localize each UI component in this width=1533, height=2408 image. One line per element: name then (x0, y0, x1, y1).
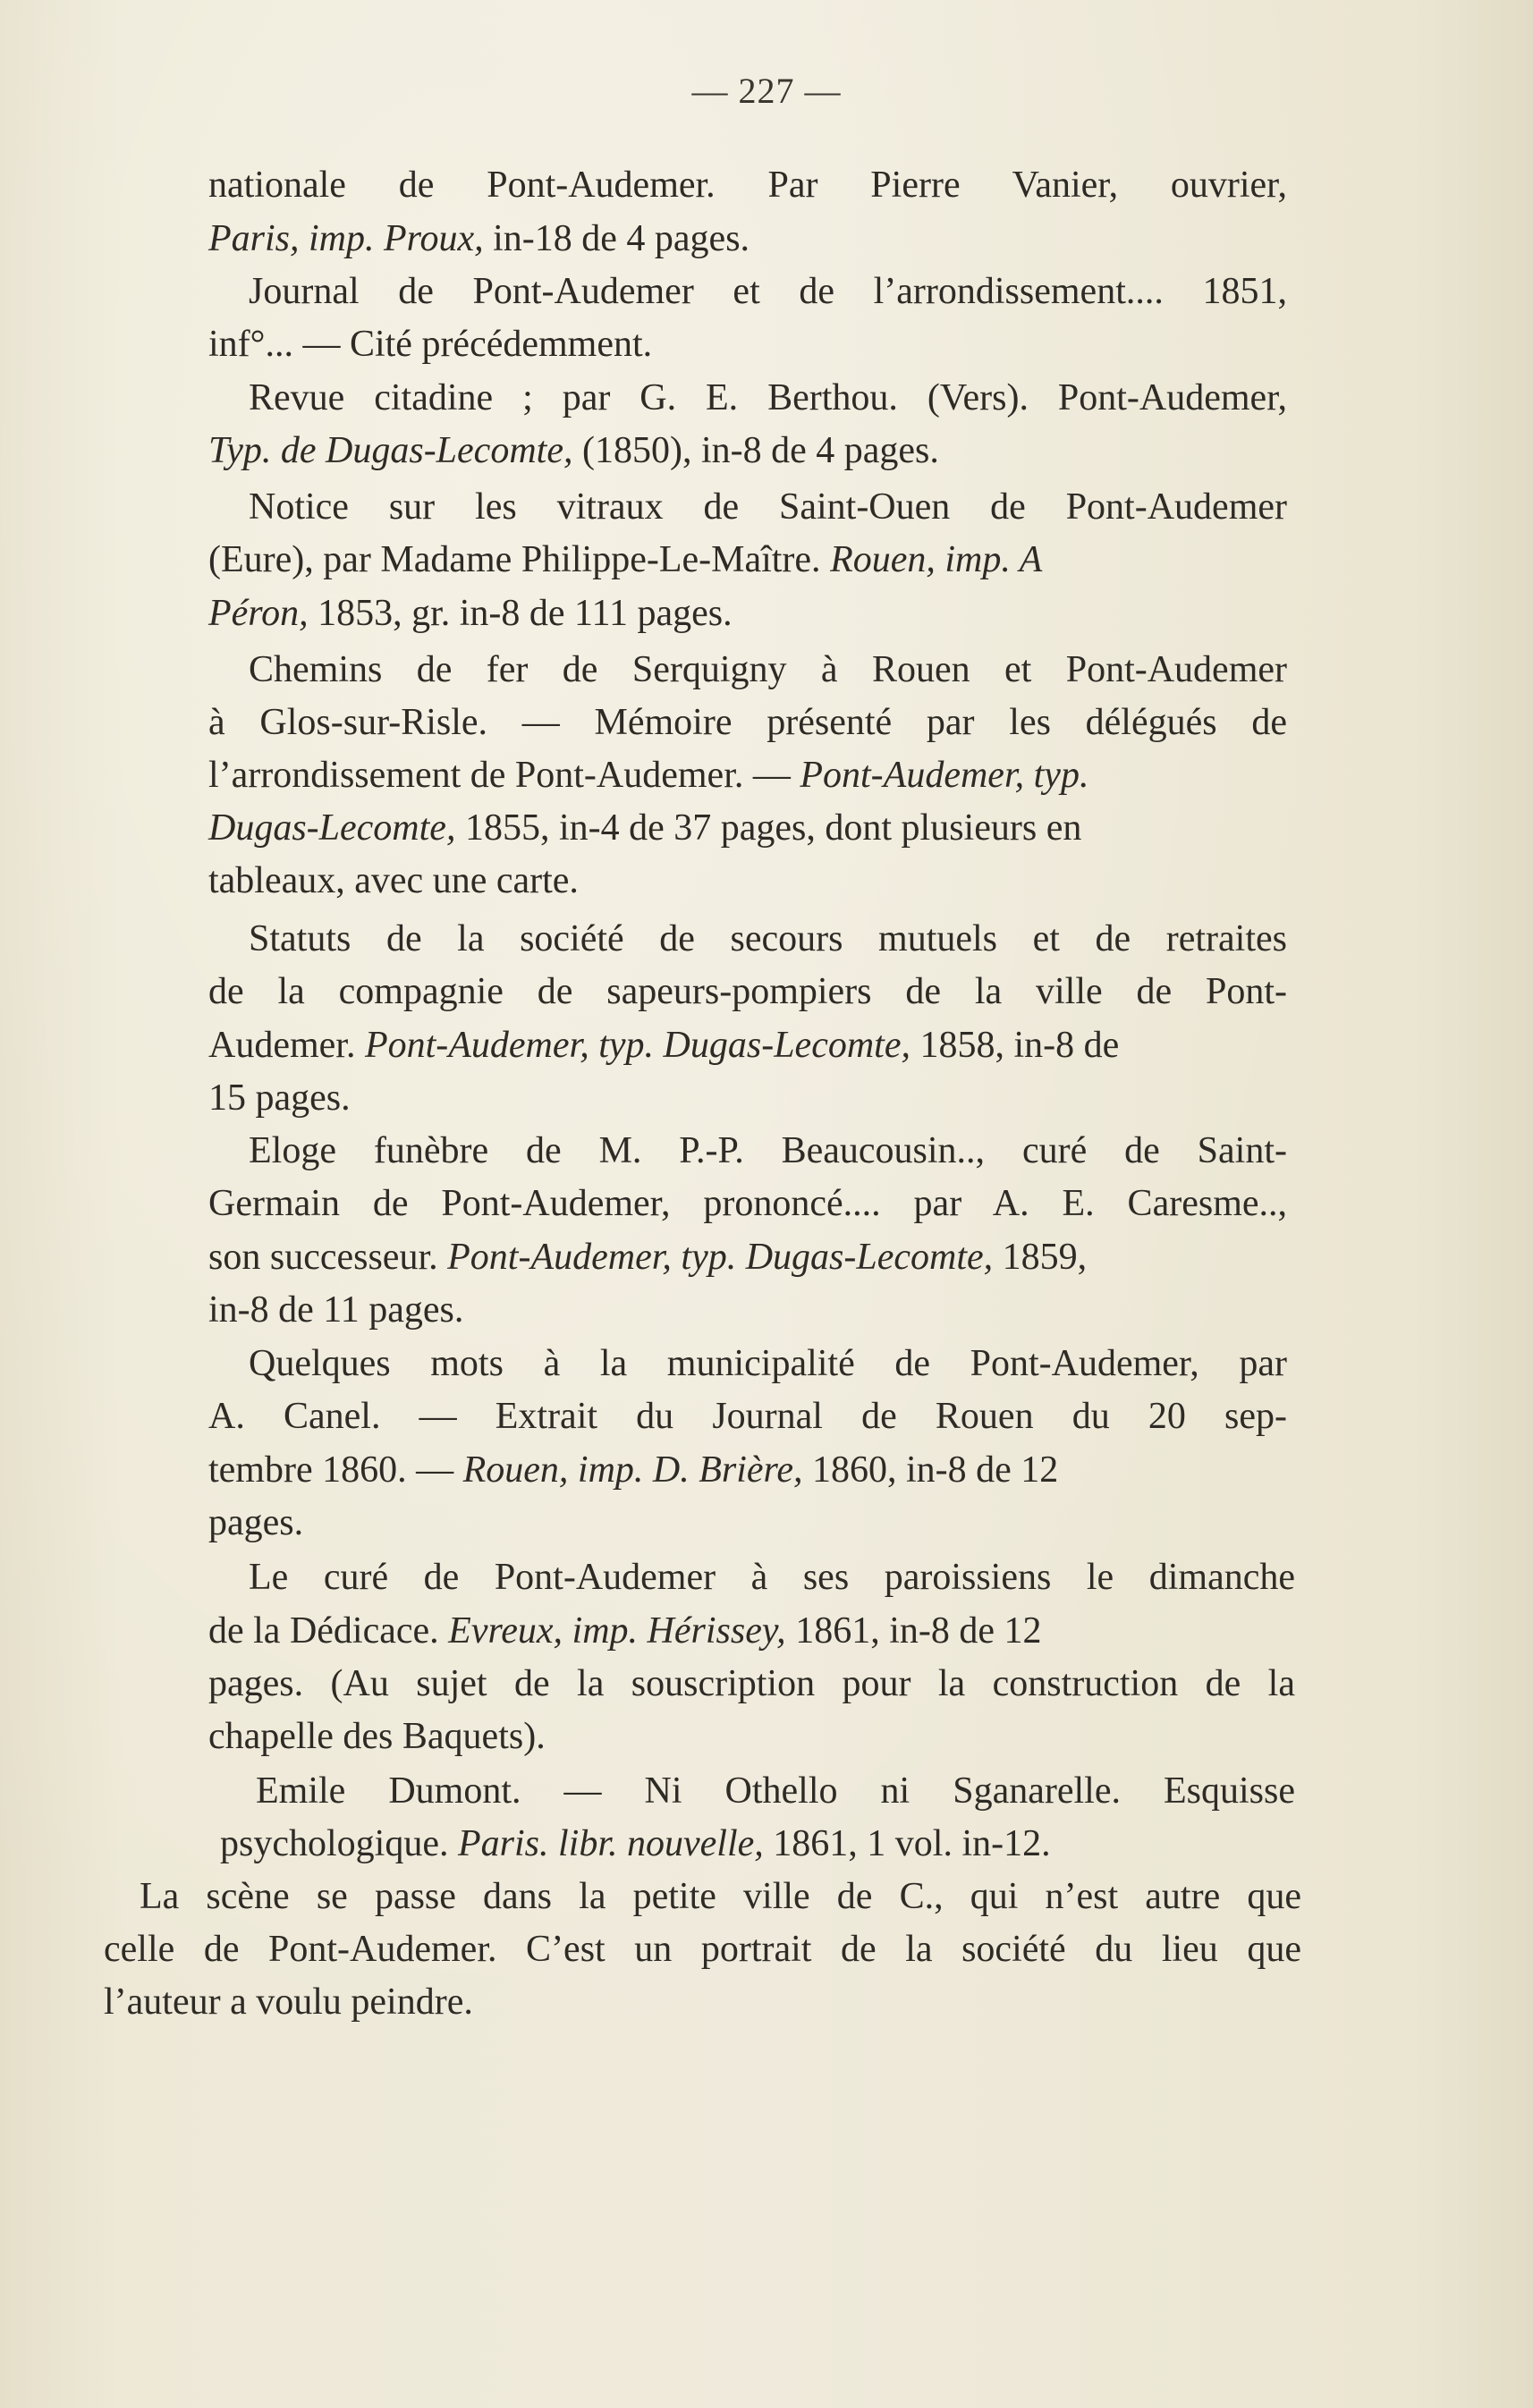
text-line (208, 1612, 1041, 1650)
note-line: La scène se passe dans la petite ville de C., qui n’est autre que (140, 1876, 1301, 1917)
imprint-italic: Paris. libr. nouvelle, (457, 1823, 764, 1864)
text-line: Germain de Pont-Audemer, prononcé.... par A. E. Caresme.., (208, 1183, 1287, 1224)
text-line: 15 pages. (208, 1077, 351, 1119)
text-run: Audemer. (208, 1025, 365, 1066)
text-line (208, 595, 733, 632)
text-line: Statuts de la société de secours mutuels et de retraites (249, 918, 1287, 959)
text-line: pages. (208, 1502, 304, 1543)
text-line: Revue citadine ; par G. E. Berthou. (Vers). Pont-Audemer, (249, 377, 1287, 418)
text-run: 1860, in-8 de 12 (802, 1449, 1059, 1491)
page-number: — 227 — (691, 71, 842, 111)
text-line: chapelle des Baquets). (208, 1716, 546, 1757)
text-run: tembre 1860. — (208, 1449, 463, 1491)
text-line: nationale de Pont-Audemer. Par Pierre Vanier, ouvrier, (208, 165, 1287, 206)
text-line: A. Canel. — Extrait du Journal de Rouen du 20 sep- (208, 1396, 1287, 1437)
text-run: psychologique. (220, 1823, 458, 1864)
imprint-italic: Rouen, imp. D. Brière, (462, 1449, 803, 1491)
text-run: 1853, gr. in-8 de 111 pages. (308, 593, 733, 634)
text-line: tableaux, avec une carte. (208, 860, 579, 901)
text-run: 1859, (993, 1237, 1088, 1278)
text-line (220, 1825, 1051, 1863)
text-line: Notice sur les vitraux de Saint-Ouen de Pont-Audemer (249, 486, 1287, 528)
imprint-italic: Rouen, imp. A (830, 539, 1043, 580)
text-line (208, 1451, 1058, 1489)
text-run: (Eure), par Madame Philippe-Le-Maître. (208, 539, 831, 580)
note-line: l’auteur a voulu peindre. (104, 1981, 473, 2023)
text-line: Quelques mots à la municipalité de Pont-Audemer, par (249, 1343, 1287, 1384)
text-line: à Glos-sur-Risle. — Mémoire présenté par les délégués de (208, 702, 1287, 743)
imprint-italic: Pont-Audemer, typ. Dugas-Lecomte, (447, 1237, 994, 1278)
imprint-italic: Typ. de Dugas-Lecomte, (208, 430, 573, 471)
text-line: inf°... — Cité précédemment. (208, 324, 653, 365)
text-line (208, 756, 1088, 794)
text-run: in-18 de 4 pages. (483, 218, 750, 259)
text-run: l’arrondissement de Pont-Audemer. — (208, 755, 800, 796)
text-line (208, 809, 1081, 847)
text-run: (1850), in-8 de 4 pages. (572, 430, 939, 471)
text-line (208, 1238, 1087, 1276)
text-line: Chemins de fer de Serquigny à Rouen et Pont-Audemer (249, 649, 1287, 690)
text-run: 1855, in-4 de 37 pages, dont plusieurs en (455, 807, 1082, 849)
imprint-italic: Pont-Audemer, typ. Dugas-Lecomte, (364, 1025, 910, 1066)
note-line: celle de Pont-Audemer. C’est un portrait de la société du lieu que (104, 1929, 1301, 1970)
imprint-italic: Pont-Audemer, typ. (800, 755, 1089, 796)
text-run: 1861, 1 vol. in-12. (763, 1823, 1051, 1864)
text-line: de la compagnie de sapeurs-pompiers de la ville de Pont- (208, 971, 1287, 1012)
text-line: Emile Dumont. — Ni Othello ni Sganarelle. Esquisse (256, 1770, 1295, 1812)
text-line: Journal de Pont-Audemer et de l’arrondissement.... 1851, (249, 271, 1287, 312)
text-line (208, 220, 750, 258)
text-line (208, 432, 939, 469)
text-run: 1858, in-8 de (910, 1025, 1120, 1066)
text-line: Le curé de Pont-Audemer à ses paroissiens le dimanche (249, 1557, 1295, 1598)
text-run: son successeur. (208, 1237, 448, 1278)
text-line (208, 1027, 1119, 1064)
text-line (208, 541, 1042, 579)
text-run: 1861, in-8 de 12 (785, 1610, 1042, 1652)
imprint-italic: Dugas-Lecomte, (208, 807, 456, 849)
imprint-italic: Péron, (208, 593, 309, 634)
imprint-italic: Paris, imp. Proux, (208, 218, 484, 259)
imprint-italic: Evreux, imp. Hérissey, (448, 1610, 786, 1652)
text-line: Eloge funèbre de M. P.-P. Beaucousin.., curé de Saint- (249, 1130, 1287, 1171)
text-run: de la Dédicace. (208, 1610, 449, 1652)
text-line: pages. (Au sujet de la souscription pour la construction de la (208, 1663, 1295, 1704)
text-line: in-8 de 11 pages. (208, 1289, 464, 1331)
